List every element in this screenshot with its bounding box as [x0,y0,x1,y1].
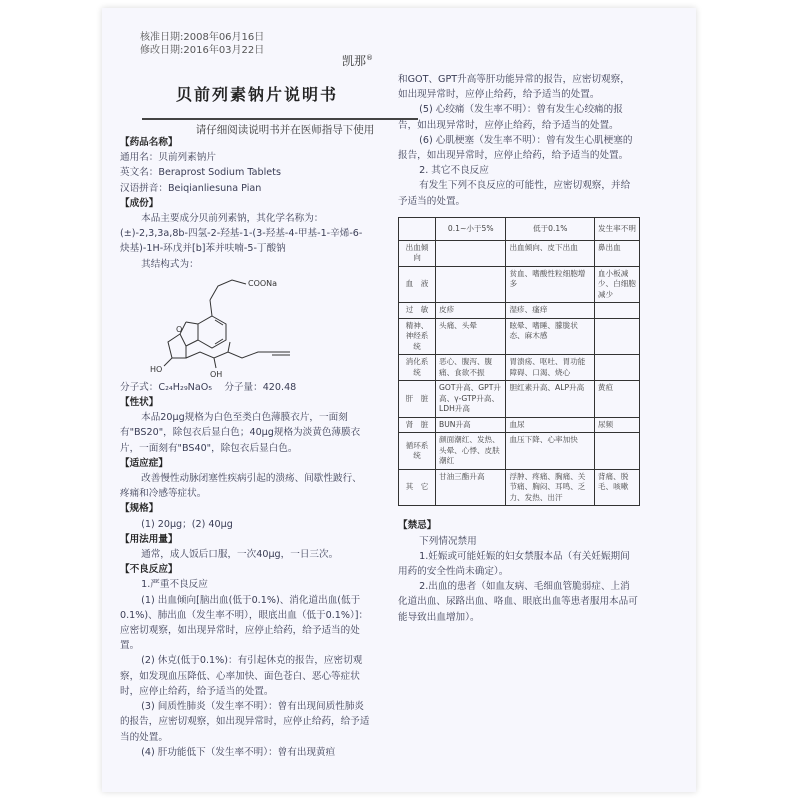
table-cell: 恶心、腹泻、腹痛、食欲不振 [436,355,506,381]
indications-text: 改善慢性动脉闭塞性疾病引起的溃疡、间歇性跛行、疼痛和冷感等症状。 [120,473,362,500]
table-cell: 血尿 [506,417,594,433]
document-subtitle: 请仔细阅读说明书并在医师指导下使用 [195,124,375,136]
table-cell: 眩晕、嗜睡、朦胧状态、麻木感 [506,318,594,355]
table-cell: 尿频 [594,417,639,433]
adverse-liver-start: (4) 肝功能低下（发生率不明）：曾有出现黄疸 [141,746,336,758]
contraindications-intro: 下列情况禁用 [419,535,477,547]
table-cell [594,318,639,355]
table-category: 消化系统 [399,355,436,381]
right-column [398,72,638,625]
table-cell: 皮疹 [436,303,506,319]
table-header-cell: 发生率不明 [594,217,639,240]
adverse-infarction: (6) 心肌梗塞（发生率不明）：曾有发生心肌梗塞的报告，如出现异常时，应停止给药，给予适当的处置。 [398,134,633,162]
table-row [399,381,640,418]
table-category: 血 液 [399,266,436,303]
table-cell: 胆红素升高、ALP升高 [506,381,594,418]
table-header-cell: 0.1~小于5% [436,217,506,240]
table-category: 循环系统 [399,433,436,470]
adverse-shock: (2) 休克(低于0.1%)：有引起休克的报告，应密切观察，如发现血压降低、心率加快、面色苍白、恶心等症状时，应停止给药，给予适当的处置。 [120,655,363,697]
table-row [399,318,640,355]
table-cell [436,266,506,303]
table-category: 肝 脏 [399,381,436,418]
table-category: 精神、神经系统 [399,318,436,355]
table-category: 其 它 [399,469,436,506]
table-cell: GOT升高、GPT升高、γ-GTP升高、LDH升高 [436,381,506,418]
chemical-structure [120,272,370,380]
table-cell: 胃溃疡、呕吐、胃功能障碍、口渴、烧心 [506,355,594,381]
brand-name: 凯那® [342,54,374,68]
pinyin-name: 汉语拼音：Beiqianliesuna Pian [120,182,262,194]
table-header-row [399,217,640,240]
adverse-angina: (5) 心绞痛（发生率不明）：曾有发生心绞痛的报告，如出现异常时，应停止给药，给予适当的处置。 [398,104,623,131]
left-column [120,135,370,760]
table-cell: 血小板减少、白细胞减少 [594,266,639,303]
table-cell [594,355,639,381]
adverse-other-text: 有发生下列不良反应的可能性，应密切观察，并给予适当的处置。 [398,180,631,207]
adverse-bleeding: (1) 出血倾向[脑出血(低于0.1%)、消化道出血(低于0.1%)、肺出血（发生率不明），眼底出血（低于0.1%）]：应密切观察，如出现异常时，应停止给药，给予适当的处置。 [120,594,369,652]
table-cell: BUN升高 [436,417,506,433]
dosage-text: 通常，成人饭后口服，一次40μg，一日三次。 [141,549,339,561]
table-cell: 湿疹、瘙痒 [506,303,594,319]
table-category: 过 敏 [399,303,436,319]
properties-text: 本品20μg规格为白色至类白色薄膜衣片，一面刻有"BS20"，除包衣后显白色；40μg规格为淡黄色薄膜衣片，一面刻有"BS40"，除包衣后显白色。 [120,412,361,454]
common-name: 通用名：贝前列素钠片 [120,152,216,164]
section-heading-ingredients: 【成份】 [120,197,159,209]
table-row [399,240,640,266]
table-cell: 血压下降、心率加快 [506,433,594,470]
document-title: 贝前列素钠片说明书 [176,85,339,104]
section-heading-indications: 【适应症】 [120,457,168,469]
section-heading-drug-name: 【药品名称】 [120,137,178,148]
table-cell [594,303,639,319]
structure-oxygen-label: O [176,324,183,334]
table-cell [436,240,506,266]
molecular-formula: 分子式：C₂₄H₂₉NaO₅ [120,381,213,393]
ingredients-text: 本品主要成分贝前列素钠，其化学名称为：(±)-2,3,3a,8b-四氢-2-羟基-1-(3-羟基-4-甲基-1-辛烯-6-炔基)-1H-环戊并[b]苯并呋喃-5-丁酸钠 [120,213,363,255]
adverse-other-heading: 2. 其它不良反应 [419,165,489,177]
approval-date: 核准日期:2008年06月16日 [140,32,265,43]
section-heading-dosage: 【用法用量】 [120,533,178,545]
adverse-reaction-table [398,217,640,507]
title-divider [142,118,418,120]
structure-coona-label: COONa [248,278,278,288]
section-heading-spec: 【规格】 [120,503,159,515]
table-row [399,469,640,506]
section-heading-contraindications: 【禁忌】 [398,520,437,532]
adverse-pneumonia: (3) 间质性肺炎（发生率不明）：曾有出现间质性肺炎的报告，应密切观察，如出现异常时，应停止给药，给予适当的处置。 [120,701,370,743]
table-cell [594,433,639,470]
structure-label: 其结构式为： [141,258,199,270]
registered-mark: ® [366,54,374,62]
table-row [399,266,640,303]
revision-date: 修改日期:2016年03月22日 [140,45,265,56]
table-cell: 鼻出血 [594,240,639,266]
table-cell: 头痛、头晕 [436,318,506,355]
section-heading-properties: 【性状】 [120,397,159,409]
contraindication-bleeding: 2.出血的患者（如血友病、毛细血管脆弱症、上消化道出血、尿路出血、咯血、眼底出血等患者服用本品可能导致出血增加）。 [398,581,638,623]
structure-oh-label: OH [210,369,223,379]
table-category: 出血倾向 [399,240,436,266]
spec-text: (1) 20μg；(2) 40μg [141,518,233,530]
adverse-serious-heading: 1.严重不良反应 [141,579,208,591]
structure-diagram [150,272,330,380]
table-cell: 浮肿、疼痛、胸痛、关节痛、胸闷、耳鸣、乏力、发热、出汗 [506,469,594,506]
table-row [399,355,640,381]
contraindication-pregnancy: 1.妊娠或可能妊娠的妇女禁服本品（有关妊娠期间用药的安全性尚未确定）。 [398,550,630,577]
molecular-weight: 分子量：420.48 [224,381,297,393]
structure-ho-label: HO [150,364,163,374]
table-cell: 贫血、嗜酸性粒细胞增多 [506,266,594,303]
table-cell: 出血倾向、皮下出血 [506,240,594,266]
adverse-liver-cont: 和GOT、GPT升高等肝功能异常的报告，应密切观察，如出现异常时，应停止给药，给予适当的处置。 [398,74,630,101]
table-row [399,417,640,433]
table-cell: 背痛、脱毛、咳嗽 [594,469,639,506]
table-header-cell: 低于0.1% [506,217,594,240]
table-header-cell [399,217,436,240]
table-cell: 黄疸 [594,381,639,418]
contraindications-section [398,518,638,624]
section-heading-adverse: 【不良反应】 [120,564,178,576]
table-row [399,303,640,319]
table-cell: 颜面潮红、发热、头晕、心悸、皮肤潮红 [436,433,506,470]
table-row [399,433,640,470]
table-cell: 甘油三酯升高 [436,469,506,506]
english-name: 英文名：Beraprost Sodium Tablets [120,167,281,179]
molecular-formula-line [120,380,370,395]
table-category: 肾 脏 [399,417,436,433]
